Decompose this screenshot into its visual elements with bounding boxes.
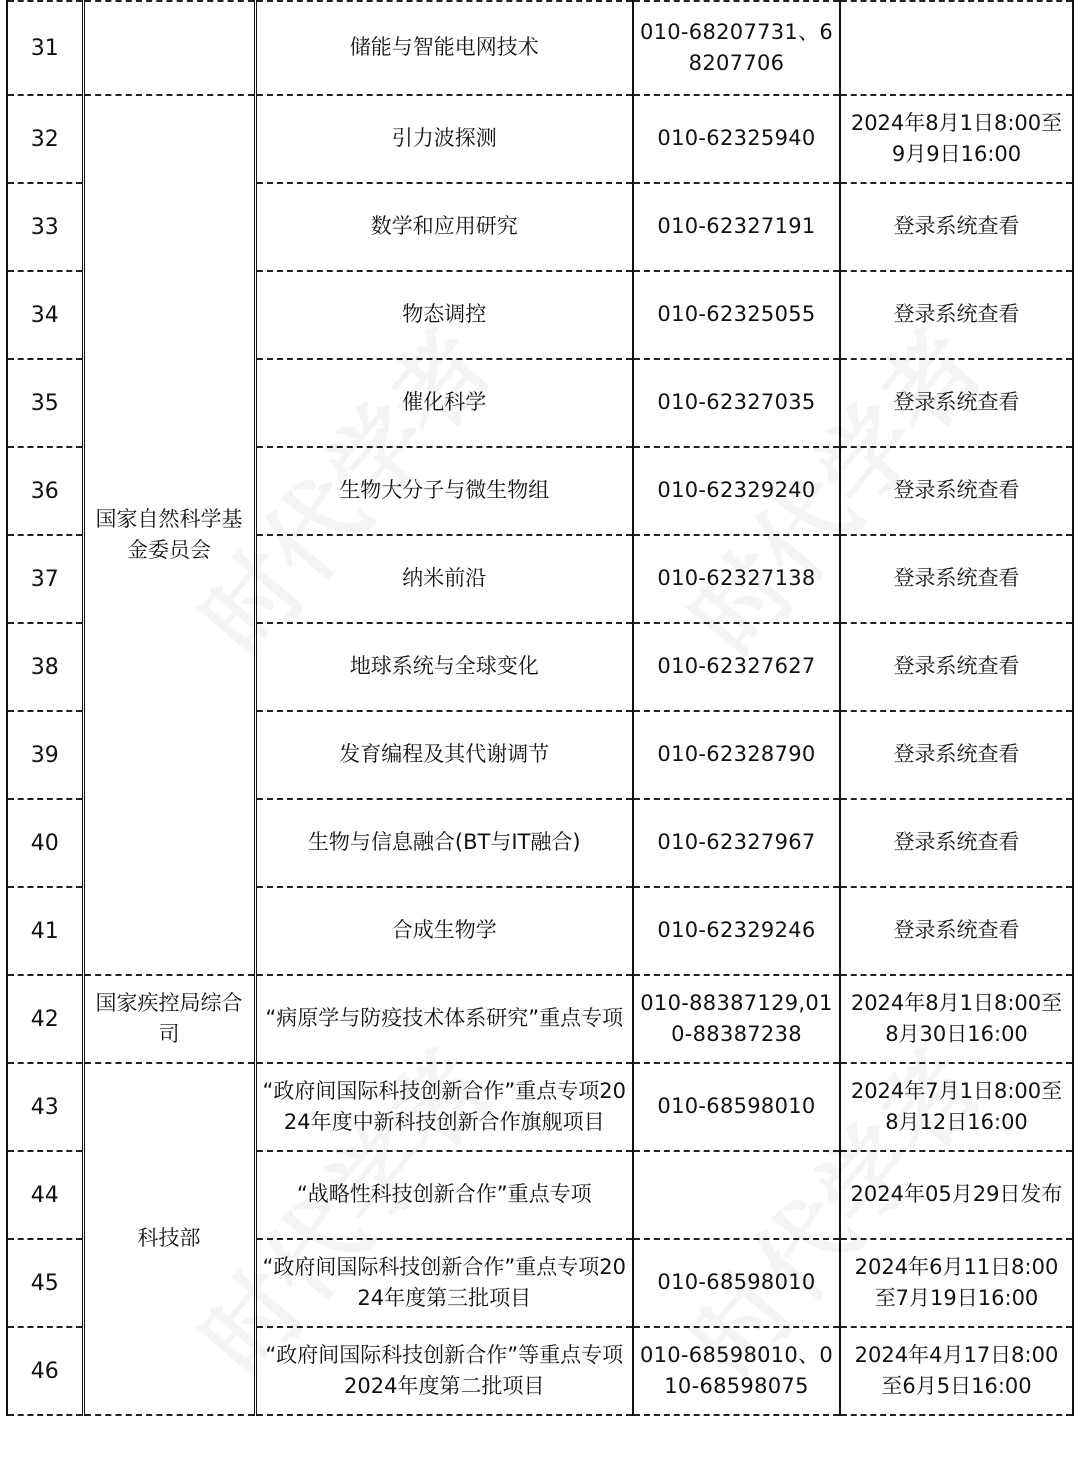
submission-time: 登录系统查看	[840, 271, 1073, 359]
contact-phone: 010-62328790	[633, 711, 840, 799]
row-number: 31	[7, 1, 83, 95]
project-name: 储能与智能电网技术	[255, 1, 633, 95]
submission-time: 登录系统查看	[840, 711, 1073, 799]
agency-name: 国家自然科学基金委员会	[83, 95, 255, 975]
row-number: 42	[7, 975, 83, 1063]
submission-time: 登录系统查看	[840, 447, 1073, 535]
agency-name: 科技部	[83, 1063, 255, 1415]
submission-time: 2024年8月1日8:00至8月30日16:00	[840, 975, 1073, 1063]
row-number: 37	[7, 535, 83, 623]
row-number: 44	[7, 1151, 83, 1239]
table-row	[7, 975, 1073, 1063]
submission-time: 2024年4月17日8:00至6月5日16:00	[840, 1327, 1073, 1415]
project-name: 生物与信息融合(BT与IT融合)	[255, 799, 633, 887]
submission-time: 登录系统查看	[840, 183, 1073, 271]
project-name: 催化科学	[255, 359, 633, 447]
project-name: “战略性科技创新合作”重点专项	[255, 1151, 633, 1239]
contact-phone: 010-62325055	[633, 271, 840, 359]
row-number: 36	[7, 447, 83, 535]
project-name: 合成生物学	[255, 887, 633, 975]
table-row	[7, 95, 1073, 183]
submission-time: 登录系统查看	[840, 623, 1073, 711]
contact-phone: 010-68598010、010-68598075	[633, 1327, 840, 1415]
row-number: 34	[7, 271, 83, 359]
contact-phone: 010-62327191	[633, 183, 840, 271]
agency-name: 国家疾控局综合司	[83, 975, 255, 1063]
contact-phone: 010-88387129,010-88387238	[633, 975, 840, 1063]
row-number: 38	[7, 623, 83, 711]
row-number: 43	[7, 1063, 83, 1151]
funding-projects-table	[6, 0, 1074, 1416]
row-number: 35	[7, 359, 83, 447]
row-number: 45	[7, 1239, 83, 1327]
contact-phone	[633, 1151, 840, 1239]
project-name: “政府间国际科技创新合作”重点专项2024年度第三批项目	[255, 1239, 633, 1327]
submission-time: 2024年05月29日发布	[840, 1151, 1073, 1239]
contact-phone: 010-62329240	[633, 447, 840, 535]
contact-phone: 010-62325940	[633, 95, 840, 183]
project-name: 地球系统与全球变化	[255, 623, 633, 711]
row-number: 33	[7, 183, 83, 271]
project-name: 发育编程及其代谢调节	[255, 711, 633, 799]
row-number: 32	[7, 95, 83, 183]
submission-time: 登录系统查看	[840, 535, 1073, 623]
submission-time: 登录系统查看	[840, 359, 1073, 447]
row-number: 40	[7, 799, 83, 887]
contact-phone: 010-62329246	[633, 887, 840, 975]
project-name: 数学和应用研究	[255, 183, 633, 271]
project-name: 引力波探测	[255, 95, 633, 183]
contact-phone: 010-62327627	[633, 623, 840, 711]
table-row	[7, 1, 1073, 95]
table-row	[7, 1063, 1073, 1151]
row-number: 39	[7, 711, 83, 799]
submission-time: 2024年7月1日8:00至8月12日16:00	[840, 1063, 1073, 1151]
submission-time: 2024年6月11日8:00至7月19日16:00	[840, 1239, 1073, 1327]
contact-phone: 010-68207731、68207706	[633, 1, 840, 95]
contact-phone: 010-68598010	[633, 1063, 840, 1151]
project-name: 纳米前沿	[255, 535, 633, 623]
project-name: 生物大分子与微生物组	[255, 447, 633, 535]
project-name: “病原学与防疫技术体系研究”重点专项	[255, 975, 633, 1063]
submission-time: 登录系统查看	[840, 887, 1073, 975]
contact-phone: 010-62327035	[633, 359, 840, 447]
row-number: 41	[7, 887, 83, 975]
contact-phone: 010-62327967	[633, 799, 840, 887]
contact-phone: 010-62327138	[633, 535, 840, 623]
project-name: 物态调控	[255, 271, 633, 359]
project-name: “政府间国际科技创新合作”重点专项2024年度中新科技创新合作旗舰项目	[255, 1063, 633, 1151]
submission-time: 2024年8月1日8:00至9月9日16:00	[840, 95, 1073, 183]
submission-time	[840, 1, 1073, 95]
row-number: 46	[7, 1327, 83, 1415]
agency-cell-empty	[83, 1, 255, 95]
submission-time: 登录系统查看	[840, 799, 1073, 887]
contact-phone: 010-68598010	[633, 1239, 840, 1327]
project-name: “政府间国际科技创新合作”等重点专项2024年度第二批项目	[255, 1327, 633, 1415]
